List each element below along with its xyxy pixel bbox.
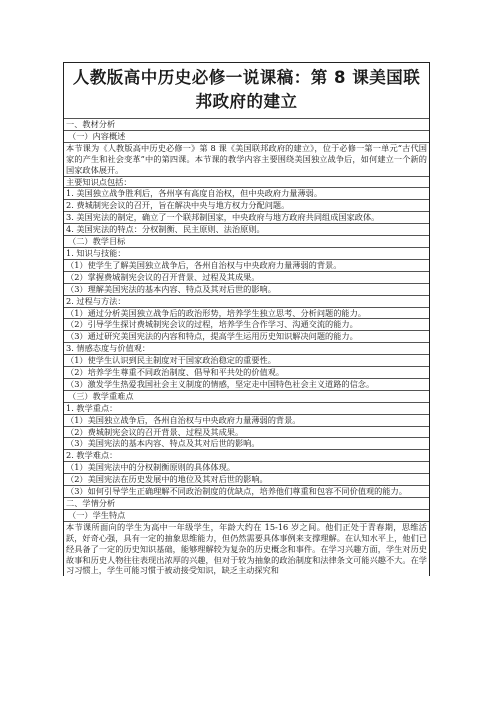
list-heading: 2. 过程与方法： — [64, 295, 429, 307]
list-item: （2）培养学生尊重不同政治制度、倡导和平共处的价值观。 — [64, 366, 429, 378]
list-item: （2）引导学生探讨费城制宪会议的过程，培养学生合作学习、沟通交流的能力。 — [64, 318, 429, 330]
list-item: （3）理解美国宪法的基本内容、特点及其对后世的影响。 — [64, 283, 429, 295]
list-item: （3）通过研究美国宪法的内容和特点，提高学生运用历史知识解决问题的能力。 — [64, 330, 429, 342]
subsection-heading: （二）教学目标 — [64, 235, 429, 247]
subsection-heading: （一）内容概述 — [64, 130, 429, 142]
list-item: （1）通过分析美国独立战争后的政治形势，培养学生独立思考、分析问题的能力。 — [64, 307, 429, 319]
document-title: 人教版高中历史必修一说课稿：第 8 课美国联邦政府的建立 — [72, 68, 421, 111]
list-item: （2）费城制宪会议的召开背景、过程及其成果。 — [64, 426, 429, 438]
title-cell — [63, 62, 430, 118]
list-item: （2）掌握费城制宪会议的召开背景、过程及其成果。 — [64, 271, 429, 283]
section-heading: 二、学情分析 — [64, 497, 429, 509]
list-heading: 1. 知识与技能： — [64, 247, 429, 259]
list-item: （1）美国独立战争后，各州自治权与中央政府力量薄弱的背景。 — [64, 414, 429, 426]
list-item: （3）激发学生热爱我国社会主义制度的情感，坚定走中国特色社会主义道路的信念。 — [64, 378, 429, 390]
list-item: 4. 美国宪法的特点：分权制衡、民主原则、法治原则。 — [64, 223, 429, 235]
list-heading: 3. 情感态度与价值观： — [64, 342, 429, 354]
list-item: 3. 美国宪法的制定，确立了一个联邦制国家，中央政府与地方政府共同组成国家政体。 — [64, 211, 429, 223]
list-item: 1. 美国独立战争胜利后，各州享有高度自治权，但中央政府力量薄弱。 — [64, 187, 429, 199]
paragraph: 本节课所面向的学生为高中一年级学生，年龄大约在 15-16 岁之间。他们正处于青春期，思维活跃，好奇心强，具有一定的抽象思维能力，但仍然需要具体事例来支撑理解。在认知水平上，他们已经具备了一定的历史知识基础，能够理解较为复杂的历史概念和事件。在学习兴趣方面，学生对历史故事和历史人物往往表现出浓厚的兴趣，但对于较为抽象的政治制度和法律条文可能兴趣不大。在学习习惯上，学生可能习惯于被动接受知识，缺乏主动探究和 — [66, 521, 427, 576]
section-heading: 一、教材分析 — [64, 118, 429, 130]
list-heading: 主要知识点包括： — [64, 176, 429, 188]
list-item: （3）如何引导学生正确理解不同政治制度的优缺点，培养他们尊重和包容不同价值观的能力。 — [64, 485, 429, 497]
document-page — [63, 62, 430, 576]
subsection-heading: （一）学生特点 — [64, 509, 429, 521]
list-item: 2. 费城制宪会议的召开，旨在解决中央与地方权力分配问题。 — [64, 199, 429, 211]
list-heading: 2. 教学难点： — [64, 449, 429, 461]
list-heading: 1. 教学重点： — [64, 402, 429, 414]
list-item: （3）美国宪法的基本内容、特点及其对后世的影响。 — [64, 437, 429, 449]
content-table — [63, 118, 430, 576]
list-item: （2）美国宪法在历史发展中的地位及其对后世的影响。 — [64, 473, 429, 485]
paragraph: 本节课为《人教版高中历史必修一》第 8 课《美国联邦政府的建立》，位于必修一第一单元“古代国家的产生和社会变革”中的第四课。本节课的教学内容主要围绕美国独立战争后，如何建立一个新的国家政体展开。 — [66, 142, 427, 175]
list-item: （1）使学生认识到民主制度对于国家政治稳定的重要性。 — [64, 354, 429, 366]
subsection-heading: （三）教学重难点 — [64, 390, 429, 402]
list-item: （1）使学生了解美国独立战争后，各州自治权与中央政府力量薄弱的背景。 — [64, 259, 429, 271]
list-item: （1）美国宪法中的分权制衡原则的具体体现。 — [64, 461, 429, 473]
